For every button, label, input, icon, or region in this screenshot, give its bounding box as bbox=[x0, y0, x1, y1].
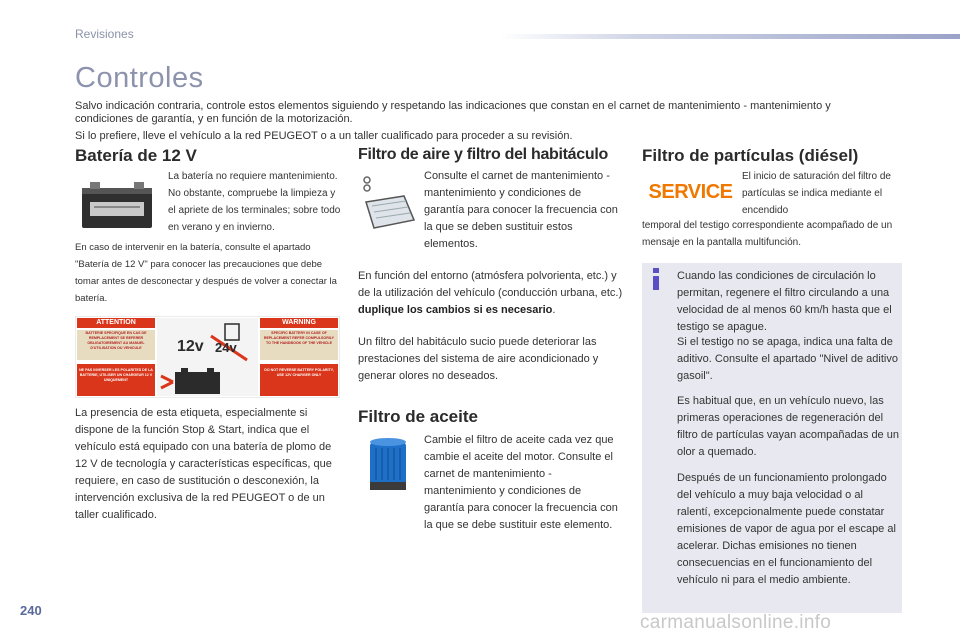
label-24v: 24v bbox=[215, 340, 237, 355]
service-warning-icon: SERVICE bbox=[648, 180, 733, 203]
info-text-1: Cuando las condiciones de circulación lo permitan, regenere el filtro circulando a una velocidad de al menos 60 km/h hasta que el testigo se apague. bbox=[677, 270, 892, 333]
info-icon bbox=[651, 268, 661, 290]
intro bbox=[75, 100, 855, 147]
info-text-2: Si el testigo no se apaga, indica una falta de aditivo. Consulte el apartado "Nivel de aditivo gasoil". bbox=[677, 336, 898, 382]
air-filter-text-3: Un filtro del habitáculo sucio puede deteriorar las prestaciones del sistema de aire acondicionado y generar olores no deseados. bbox=[358, 336, 599, 382]
page-title: Controles bbox=[75, 62, 204, 94]
air-filter-text-2-bold: duplique los cambios si es necesario bbox=[358, 304, 553, 316]
battery-text-1: La batería no requiere mantenimiento. No obstante, compruebe la limpieza y el apriete de los terminales; sobre todo en verano y en invierno. bbox=[168, 171, 341, 233]
air-filter-text-1: Consulte el carnet de mantenimiento - mantenimiento y condiciones de garantía para conocer la frecuencia con la que se deben sustituir estos elementos. bbox=[424, 170, 618, 250]
air-filter-text-2 bbox=[358, 268, 626, 319]
battery-heading: Batería de 12 V bbox=[75, 146, 197, 165]
oil-filter-icon bbox=[366, 436, 410, 492]
battery-icon bbox=[76, 178, 158, 230]
battery-warning-label bbox=[75, 316, 340, 398]
label-left-bottom: NE PAS INVERSER LES POLARITES DE LA BATTERIE, UTILISER UN CHARGEUR 12 V UNIQUEMENT bbox=[79, 368, 153, 382]
label-12v: 12v bbox=[177, 338, 204, 355]
oil-filter-text: Cambie el filtro de aceite cada vez que cambie el aceite del motor. Consulte el carnet de mantenimiento - mantenimiento y condiciones de garantía para conocer la frecuencia con la que se debe sustituir este elemento. bbox=[424, 434, 618, 531]
particle-filter-text-2: temporal del testigo correspondiente acompañado de un mensaje en la pantalla multifunción. bbox=[642, 220, 893, 248]
info-text-3: Es habitual que, en un vehículo nuevo, las primeras operaciones de regeneración del filtro de partículas vayan acompañadas de un olor a quemado. bbox=[677, 395, 899, 458]
air-filter-heading: Filtro de aire y filtro del habitáculo bbox=[358, 146, 608, 163]
particle-filter-text-1: El inicio de saturación del filtro de partículas se indica mediante el encendido bbox=[742, 171, 891, 216]
info-text-4: Después de un funcionamiento prolongado del vehículo a muy baja velocidad o al ralentí, excepcionalmente puede constatar emisiones de vapor de agua por el escape al acelerar. Dichas emisiones no tienen consecuencias en el funcionamiento del vehículo ni para el medio ambiente. bbox=[677, 472, 896, 586]
battery-text-2: En caso de intervenir en la batería, consulte el apartado "Batería de 12 V" para conocer las precauciones que debe tomar antes de desconectar y después de volver a conectar la batería. bbox=[75, 242, 337, 304]
label-right-bottom: DO NOT REVERSE BATTERY POLARITY, USE 12V CHARGER ONLY bbox=[264, 368, 334, 377]
particle-filter-heading: Filtro de partículas (diésel) bbox=[642, 146, 859, 165]
label-left-top: BATTERIE SPECIFIQUE EN CAS DE REMPLACEMENT SE REFERER OBLIGATOIREMENT AU MANUEL D'UTILISATION OU VEHICULE bbox=[85, 331, 147, 350]
air-filter-text-2-a: En función del entorno (atmósfera polvorienta, etc.) y de la utilización del vehículo (conducción urbana, etc.) bbox=[358, 270, 623, 299]
air-filter-icon bbox=[360, 172, 416, 230]
intro-paragraph-2: Si lo prefiere, lleve el vehículo a la red PEUGEOT o a un taller cualificado para proceder a su revisión. bbox=[75, 130, 573, 142]
label-attention: ATTENTION bbox=[96, 319, 136, 326]
label-right-top: SPECIFIC BATTERY IN CASE OF REPLACEMENT REFER COMPULSORILY TO THE HANDBOOK OF THE VEHICLE bbox=[263, 331, 335, 345]
watermark: carmanualsonline.info bbox=[640, 612, 832, 633]
label-warning: WARNING bbox=[282, 319, 316, 326]
section-label: Revisiones bbox=[75, 27, 134, 41]
page-number: 240 bbox=[20, 603, 42, 618]
oil-filter-heading: Filtro de aceite bbox=[358, 407, 478, 426]
air-filter-text-2-c: . bbox=[552, 304, 556, 316]
intro-paragraph-1: Salvo indicación contraria, controle estos elementos siguiendo y respetando las indicaciones que constan en el carnet de mantenimiento - mantenimiento y condiciones de garantía, y en función de la motorización. bbox=[75, 100, 831, 125]
battery-text-3: La presencia de esta etiqueta, especialmente si dispone de la función Stop & Start, indica que el vehículo está equipado con una batería de plomo de 12 V de tecnología y características específicas, que requiere, en caso de sustitución o desconexión, la intervención exclusiva de la red PEUGEOT o de un taller cualificado. bbox=[75, 407, 332, 521]
header-bar bbox=[500, 34, 960, 39]
